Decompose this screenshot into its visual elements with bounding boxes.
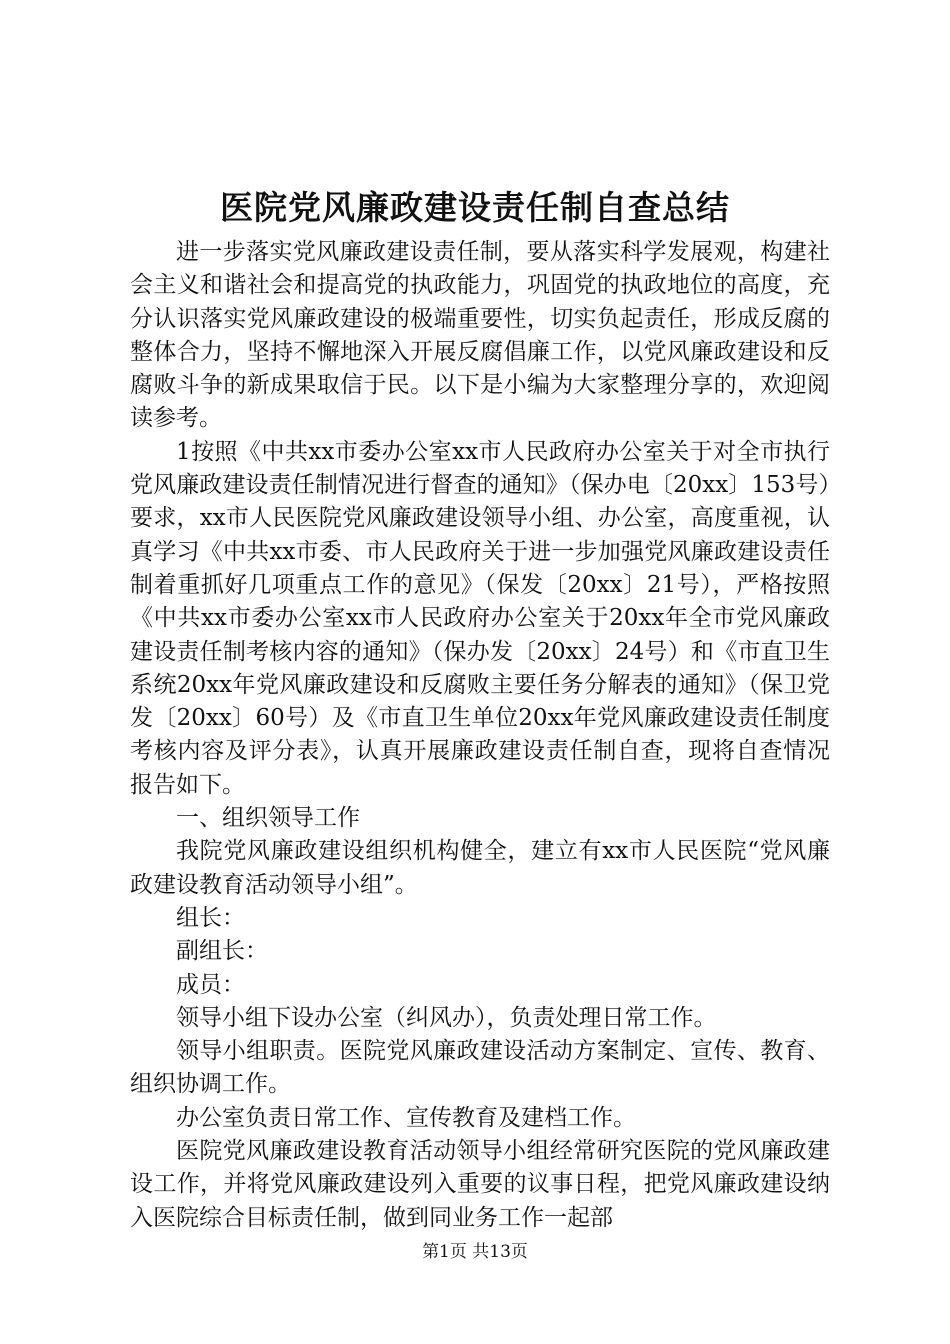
paragraph-duties: 领导小组职责。医院党风廉政建设活动方案制定、宣传、教育、组织协调工作。 [130,1038,830,1098]
paragraph-background: 1按照《中共xx市委办公室xx市人民政府办公室关于对全市执行党风廉政建设责任制情况进行督查的通知》（保办电〔20xx〕153号）要求，xx市人民医院党风廉政建设领导小组、办公室，高度重视，认真学习《中共xx市委、市人民政府关于进一步加强党风廉政建设责任制着重抓好几项重点工作的意见》（保发〔20xx〕21号），严格按照《中共xx市委办公室xx市人民政府办公室关于20xx年全市党风廉政建设责任制考核内容的通知》（保办发〔20xx〕24号）和《市直卫生系统20xx年党风廉政建设和反腐败主要任务分解表的通知》（保卫党发〔20xx〕60号）及《市直卫生单位20xx年党风廉政建设责任制度考核内容及评分表》，认真开展廉政建设责任制自查，现将自查情况报告如下。 [130,438,830,798]
document-body [130,236,830,1235]
document-title: 医院党风廉政建设责任制自查总结 [220,188,730,227]
paragraph-organization: 我院党风廉政建设组织机构健全，建立有xx市人民医院“党风廉政建设教育活动领导小组”。 [130,838,830,898]
paragraph-office: 领导小组下设办公室（纠风办），负责处理日常工作。 [176,1004,717,1031]
paragraph-leader: 组长： [176,904,245,931]
section-heading-organization: 一、组织领导工作 [176,805,360,832]
paragraph-research: 医院党风廉政建设教育活动领导小组经常研究医院的党风廉政建设工作，并将党风廉政建设列入重要的议事日程，把党风廉政建设纳入医院综合目标责任制，做到同业务工作一起部 [130,1138,830,1231]
page-number: 第1页 共13页 [422,1242,528,1262]
paragraph-deputy-leader: 副组长： [176,938,268,965]
paragraph-office-duties: 办公室负责日常工作、宣传教育及建档工作。 [176,1104,636,1131]
paragraph-members: 成员： [176,971,245,998]
paragraph-intro: 进一步落实党风廉政建设责任制，要从落实科学发展观，构建社会主义和谐社会和提高党的执政能力，巩固党的执政地位的高度，充分认识落实党风廉政建设的极端重要性，切实负起责任，形成反腐的整体合力，坚持不懈地深入开展反腐倡廉工作，以党风廉政建设和反腐败斗争的新成果取信于民。以下是小编为大家整理分享的，欢迎阅读参考。 [130,239,830,432]
